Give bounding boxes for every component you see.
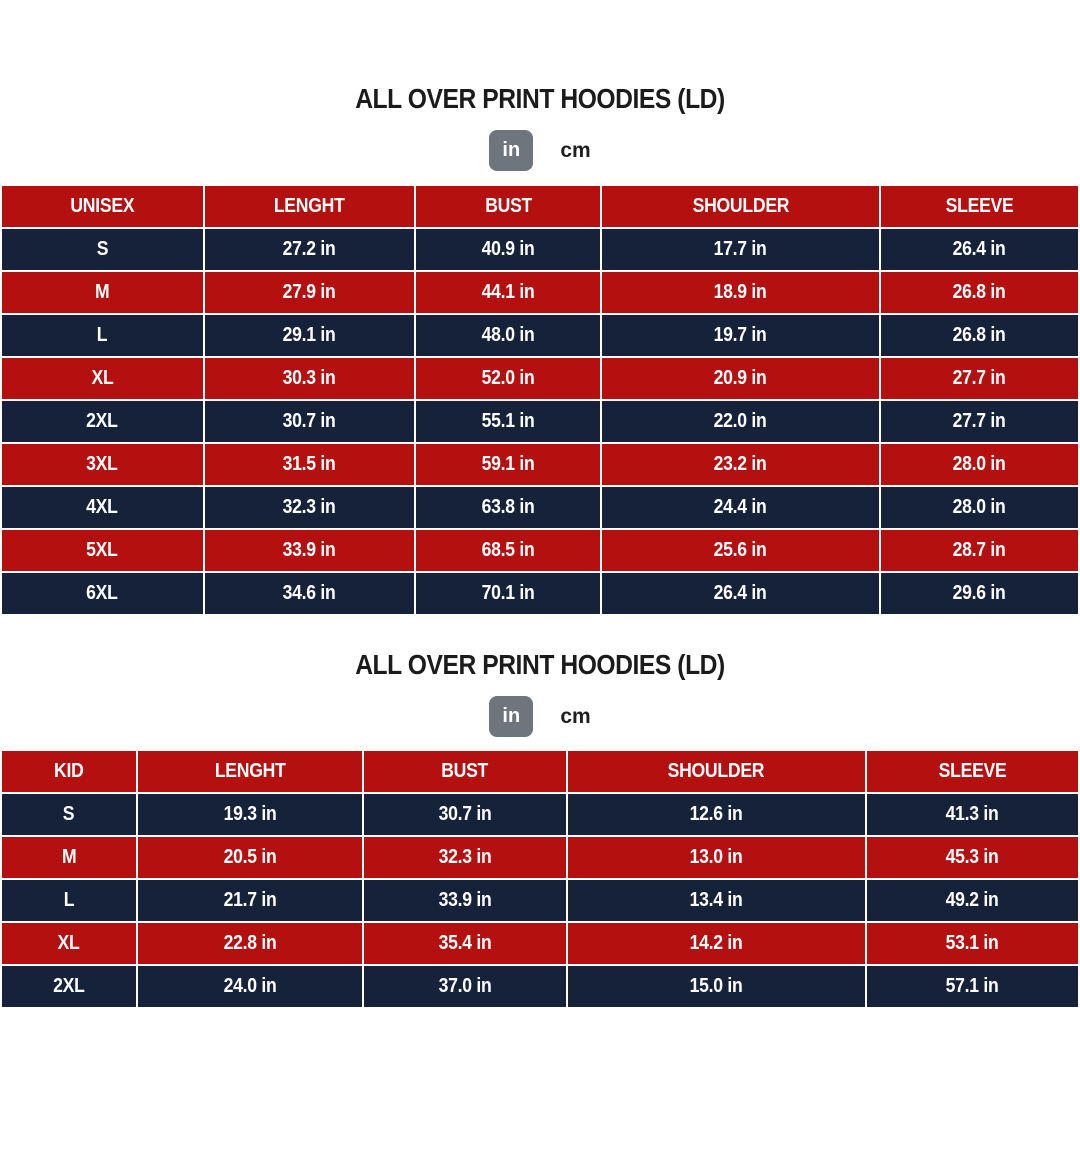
value-cell: 14.2 in bbox=[567, 922, 866, 965]
size-cell: 2XL bbox=[1, 400, 204, 443]
value-cell: 55.1 in bbox=[415, 400, 601, 443]
value-cell: 26.4 in bbox=[880, 228, 1079, 271]
value-cell: 25.6 in bbox=[601, 529, 879, 572]
size-cell: L bbox=[1, 314, 204, 357]
value-cell: 26.8 in bbox=[880, 314, 1079, 357]
value-cell: 41.3 in bbox=[866, 793, 1079, 836]
kid-size-chart-section bbox=[0, 650, 1080, 1009]
value-cell: 59.1 in bbox=[415, 443, 601, 486]
value-cell: 13.0 in bbox=[567, 836, 866, 879]
table-row bbox=[1, 529, 1079, 572]
header-row bbox=[1, 185, 1079, 228]
table-row bbox=[1, 443, 1079, 486]
value-cell: 30.7 in bbox=[204, 400, 415, 443]
value-cell: 24.4 in bbox=[601, 486, 879, 529]
value-cell: 12.6 in bbox=[567, 793, 866, 836]
header-row bbox=[1, 750, 1079, 793]
unisex-size-table bbox=[0, 184, 1080, 616]
table-row bbox=[1, 965, 1079, 1008]
value-cell: 26.8 in bbox=[880, 271, 1079, 314]
value-cell: 26.4 in bbox=[601, 572, 879, 615]
value-cell: 15.0 in bbox=[567, 965, 866, 1008]
column-header: KID bbox=[1, 750, 137, 793]
size-cell: M bbox=[1, 836, 137, 879]
size-cell: 5XL bbox=[1, 529, 204, 572]
table-row bbox=[1, 357, 1079, 400]
value-cell: 27.2 in bbox=[204, 228, 415, 271]
value-cell: 27.9 in bbox=[204, 271, 415, 314]
value-cell: 70.1 in bbox=[415, 572, 601, 615]
value-cell: 19.3 in bbox=[137, 793, 363, 836]
table-row bbox=[1, 572, 1079, 615]
size-cell: L bbox=[1, 879, 137, 922]
value-cell: 20.9 in bbox=[601, 357, 879, 400]
unit-in-button[interactable]: in bbox=[489, 130, 533, 171]
column-header: SHOULDER bbox=[601, 185, 879, 228]
value-cell: 13.4 in bbox=[567, 879, 866, 922]
table-row bbox=[1, 314, 1079, 357]
size-chart-page bbox=[0, 84, 1080, 1009]
chart-title: ALL OVER PRINT HOODIES (LD) bbox=[355, 83, 725, 114]
value-cell: 44.1 in bbox=[415, 271, 601, 314]
unit-toggle bbox=[0, 130, 1080, 171]
value-cell: 52.0 in bbox=[415, 357, 601, 400]
value-cell: 68.5 in bbox=[415, 529, 601, 572]
value-cell: 28.0 in bbox=[880, 486, 1079, 529]
size-cell: 4XL bbox=[1, 486, 204, 529]
value-cell: 24.0 in bbox=[137, 965, 363, 1008]
column-header: SHOULDER bbox=[567, 750, 866, 793]
size-cell: 3XL bbox=[1, 443, 204, 486]
column-header: LENGHT bbox=[204, 185, 415, 228]
unisex-size-chart-section bbox=[0, 84, 1080, 616]
value-cell: 63.8 in bbox=[415, 486, 601, 529]
column-header: BUST bbox=[363, 750, 567, 793]
value-cell: 48.0 in bbox=[415, 314, 601, 357]
value-cell: 27.7 in bbox=[880, 357, 1079, 400]
value-cell: 30.7 in bbox=[363, 793, 567, 836]
table-row bbox=[1, 228, 1079, 271]
value-cell: 23.2 in bbox=[601, 443, 879, 486]
table-row bbox=[1, 793, 1079, 836]
value-cell: 22.8 in bbox=[137, 922, 363, 965]
value-cell: 35.4 in bbox=[363, 922, 567, 965]
value-cell: 32.3 in bbox=[363, 836, 567, 879]
value-cell: 18.9 in bbox=[601, 271, 879, 314]
column-header: LENGHT bbox=[137, 750, 363, 793]
unit-cm-button[interactable]: cm bbox=[560, 696, 590, 737]
value-cell: 29.1 in bbox=[204, 314, 415, 357]
value-cell: 17.7 in bbox=[601, 228, 879, 271]
size-cell: 2XL bbox=[1, 965, 137, 1008]
value-cell: 32.3 in bbox=[204, 486, 415, 529]
table-row bbox=[1, 271, 1079, 314]
value-cell: 21.7 in bbox=[137, 879, 363, 922]
value-cell: 33.9 in bbox=[204, 529, 415, 572]
value-cell: 20.5 in bbox=[137, 836, 363, 879]
size-cell: XL bbox=[1, 357, 204, 400]
value-cell: 33.9 in bbox=[363, 879, 567, 922]
value-cell: 40.9 in bbox=[415, 228, 601, 271]
value-cell: 31.5 in bbox=[204, 443, 415, 486]
value-cell: 53.1 in bbox=[866, 922, 1079, 965]
unit-in-button[interactable]: in bbox=[489, 696, 533, 737]
value-cell: 49.2 in bbox=[866, 879, 1079, 922]
unit-cm-button[interactable]: cm bbox=[560, 130, 590, 171]
column-header: SLEEVE bbox=[880, 185, 1079, 228]
column-header: UNISEX bbox=[1, 185, 204, 228]
size-cell: S bbox=[1, 228, 204, 271]
table-row bbox=[1, 400, 1079, 443]
table-row bbox=[1, 836, 1079, 879]
column-header: SLEEVE bbox=[866, 750, 1079, 793]
column-header: BUST bbox=[415, 185, 601, 228]
value-cell: 28.7 in bbox=[880, 529, 1079, 572]
value-cell: 19.7 in bbox=[601, 314, 879, 357]
table-row bbox=[1, 486, 1079, 529]
chart-title: ALL OVER PRINT HOODIES (LD) bbox=[355, 649, 725, 680]
size-cell: 6XL bbox=[1, 572, 204, 615]
kid-size-table bbox=[0, 749, 1080, 1009]
table-row bbox=[1, 922, 1079, 965]
value-cell: 34.6 in bbox=[204, 572, 415, 615]
value-cell: 29.6 in bbox=[880, 572, 1079, 615]
value-cell: 22.0 in bbox=[601, 400, 879, 443]
unit-toggle bbox=[0, 696, 1080, 737]
size-cell: XL bbox=[1, 922, 137, 965]
value-cell: 28.0 in bbox=[880, 443, 1079, 486]
table-row bbox=[1, 879, 1079, 922]
value-cell: 30.3 in bbox=[204, 357, 415, 400]
value-cell: 45.3 in bbox=[866, 836, 1079, 879]
value-cell: 37.0 in bbox=[363, 965, 567, 1008]
value-cell: 27.7 in bbox=[880, 400, 1079, 443]
value-cell: 57.1 in bbox=[866, 965, 1079, 1008]
size-cell: S bbox=[1, 793, 137, 836]
size-cell: M bbox=[1, 271, 204, 314]
